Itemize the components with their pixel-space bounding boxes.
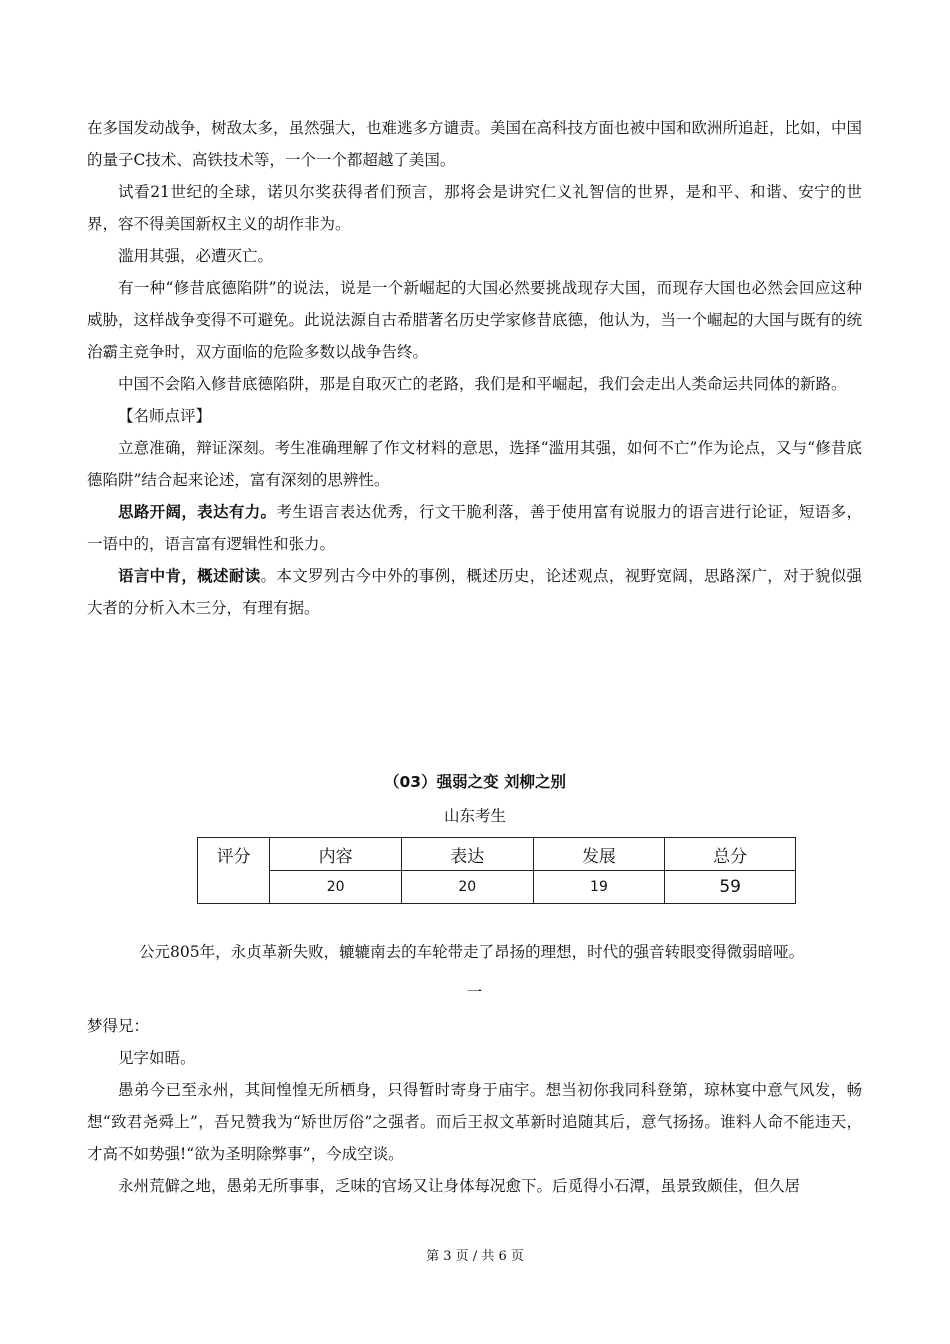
comment-paragraph: 立意准确，辩证深刻。考生准确理解了作文材料的意思，选择“滥用其强，如何不亡”作为论点，又与“修昔底德陷阱”结合起来论述，富有深刻的思辨性。 — [87, 439, 862, 489]
comment-paragraph — [87, 560, 862, 624]
paragraph: 愚弟今已至永州，其间惶惶无所栖身，只得暂时寄身于庙宇。想当初你我同科登第，琼林宴中意气风发，畅想“致君尧舜上”，吾兄赞我为“矫世厉俗”之强者。而后王叔文革新时追随其后，意气扬扬。谁料人命不能违天，才高不如势强!“欲为圣明除弊事”，今成空谈。 — [87, 1081, 862, 1163]
comment-heading: 思路开阔，表达有力。 — [118, 503, 277, 521]
score-table — [197, 837, 796, 904]
paragraph: 见字如晤。 — [118, 1049, 196, 1067]
paragraph: 滥用其强，必遭灭亡。 — [118, 247, 274, 265]
paragraph: 永州荒僻之地，愚弟无所事事，乏味的官场又让身体每况愈下。后觅得小石潭，虽景致颇佳，但久居 — [118, 1177, 801, 1195]
score-table-value-row — [198, 871, 796, 904]
essay-continuation — [87, 112, 862, 624]
paragraph: 试看21世纪的全球，诺贝尔奖获得者们预言，那将会是讲究仁义礼智信的世界，是和平、和谐、安宁的世界，容不得美国新权主义的胡作非为。 — [87, 183, 862, 233]
score-header-development: 发展 — [533, 838, 665, 871]
salutation: 梦得兄： — [87, 1017, 150, 1035]
essay-author: 山东考生 — [443, 807, 506, 825]
score-value-expression: 20 — [401, 871, 533, 904]
comment-paragraph — [87, 496, 862, 560]
paragraph: 有一种“修昔底德陷阱”的说法，说是一个新崛起的大国必然要挑战现存大国，而现存大国也必然会回应这种威胁，这样战争变得不可避免。此说法源自古希腊著名历史学家修昔底德，他认为，当一个崛起的大国与既有的统治霸主竞争时，双方面临的危险多数以战争告终。 — [87, 279, 863, 361]
score-value-total: 59 — [665, 871, 796, 904]
comment-heading: 语言中肯，概述耐读 — [118, 567, 261, 585]
comment-text: 。本文罗列古今中外的事例，概述历史，论述观点，视野宽阔，思路深广，对于貌似强大者的分析入木三分，有理有据。 — [87, 567, 862, 617]
score-header-content: 内容 — [270, 838, 402, 871]
score-table-header-row — [198, 838, 796, 871]
score-header-total: 总分 — [665, 838, 796, 871]
essay-body — [87, 936, 862, 1202]
essay-intro: 公元805年，永贞革新失败，辘辘南去的车轮带走了昂扬的理想，时代的强音转眼变得微弱暗哑。 — [139, 943, 805, 961]
section-number: 一 — [466, 983, 483, 1001]
score-header-expression: 表达 — [401, 838, 533, 871]
paragraph: 在多国发动战争，树敌太多，虽然强大，也难逃多方谴责。美国在高科技方面也被中国和欧洲所追赶，比如，中国的量子C技术、高铁技术等，一个一个都超越了美国。 — [87, 119, 863, 169]
page-footer: 第 3 页 / 共 6 页 — [426, 1249, 524, 1264]
essay-title: （03）强弱之变 刘柳之别 — [384, 773, 566, 791]
score-value-development: 19 — [533, 871, 665, 904]
comment-label: 【名师点评】 — [118, 407, 212, 425]
comment-text: 考生语言表达优秀，行文干脆利落，善于使用富有说服力的语言进行论证，短语多，一语中的，语言富有逻辑性和张力。 — [87, 503, 862, 553]
paragraph: 中国不会陷入修昔底德陷阱，那是自取灭亡的老路，我们是和平崛起，我们会走出人类命运共同体的新路。 — [118, 375, 847, 393]
score-value-content: 20 — [270, 871, 402, 904]
score-row-label: 评分 — [198, 838, 270, 904]
